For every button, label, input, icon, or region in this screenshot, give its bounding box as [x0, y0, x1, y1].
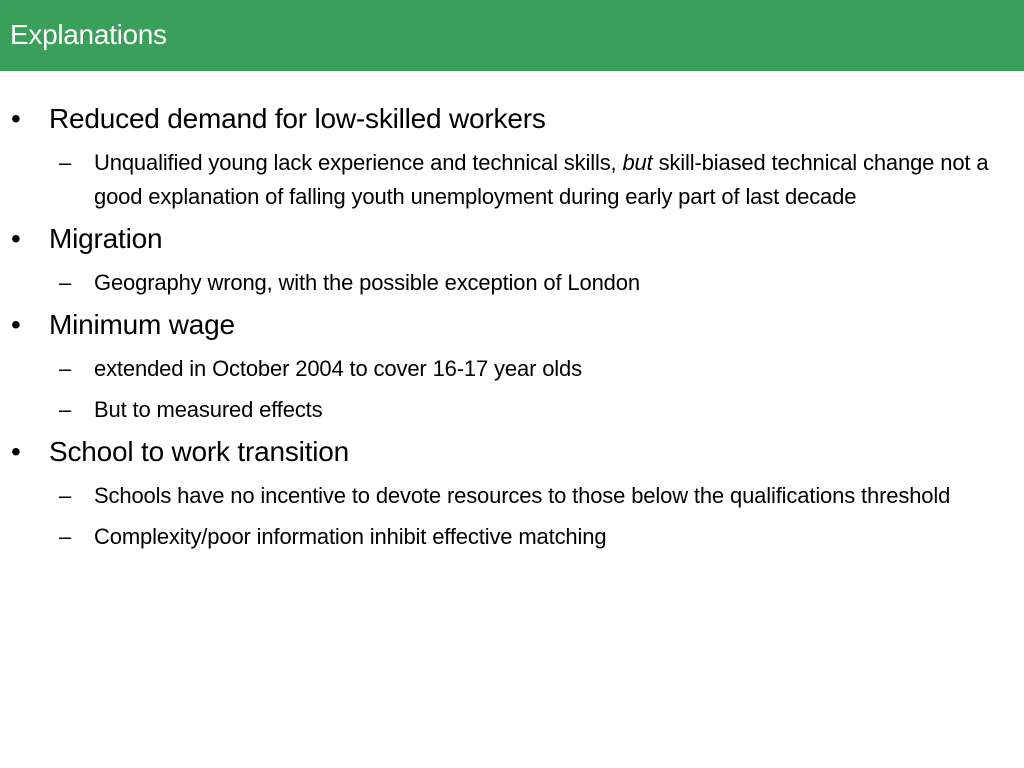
sub-bullet-complexity	[0, 520, 1024, 554]
dash-marker: –	[59, 483, 72, 508]
bullet-text: Migration	[49, 223, 163, 254]
bullet-marker: •	[11, 309, 21, 340]
sub-bullet-geography	[0, 266, 1024, 300]
sub-bullet-schools-incentive	[0, 479, 1024, 513]
sub-bullet-text: Complexity/poor information inhibit effective matching	[94, 524, 607, 549]
bullet-item-reduced-demand	[0, 100, 1024, 138]
sub-bullet-text: Schools have no incentive to devote resources to those below the qualifications threshold	[94, 483, 951, 508]
sub-bullet-emphasis: but	[622, 150, 653, 175]
dash-marker: –	[59, 397, 72, 422]
dash-marker: –	[59, 524, 72, 549]
dash-marker: –	[59, 150, 72, 175]
sub-bullet-text-after: skill-biased technical change not a good explanation of falling youth unemployment during early part of last decade	[94, 150, 989, 209]
sub-bullet-skills	[0, 146, 1024, 214]
sub-bullet-text: Geography wrong, with the possible exception of London	[94, 270, 640, 295]
sub-bullet-text: But to measured effects	[94, 397, 323, 422]
bullet-text: Minimum wage	[49, 309, 235, 340]
sub-bullet-extended	[0, 352, 1024, 386]
bullet-list	[0, 100, 1024, 554]
slide-title: Explanations	[10, 19, 167, 50]
bullet-item-minimum-wage	[0, 306, 1024, 344]
title-bar	[0, 0, 1024, 71]
bullet-marker: •	[11, 223, 21, 254]
bullet-item-migration	[0, 220, 1024, 258]
bullet-marker: •	[11, 103, 21, 134]
sub-bullet-text-before: Unqualified young lack experience and technical skills,	[94, 150, 623, 175]
bullet-text: Reduced demand for low-skilled workers	[49, 103, 546, 134]
bullet-item-school-to-work	[0, 433, 1024, 471]
sub-bullet-measured-effects	[0, 393, 1024, 427]
dash-marker: –	[59, 356, 72, 381]
dash-marker: –	[59, 270, 72, 295]
bullet-text: School to work transition	[49, 436, 350, 467]
sub-bullet-text: extended in October 2004 to cover 16-17 year olds	[94, 356, 582, 381]
bullet-marker: •	[11, 436, 21, 467]
